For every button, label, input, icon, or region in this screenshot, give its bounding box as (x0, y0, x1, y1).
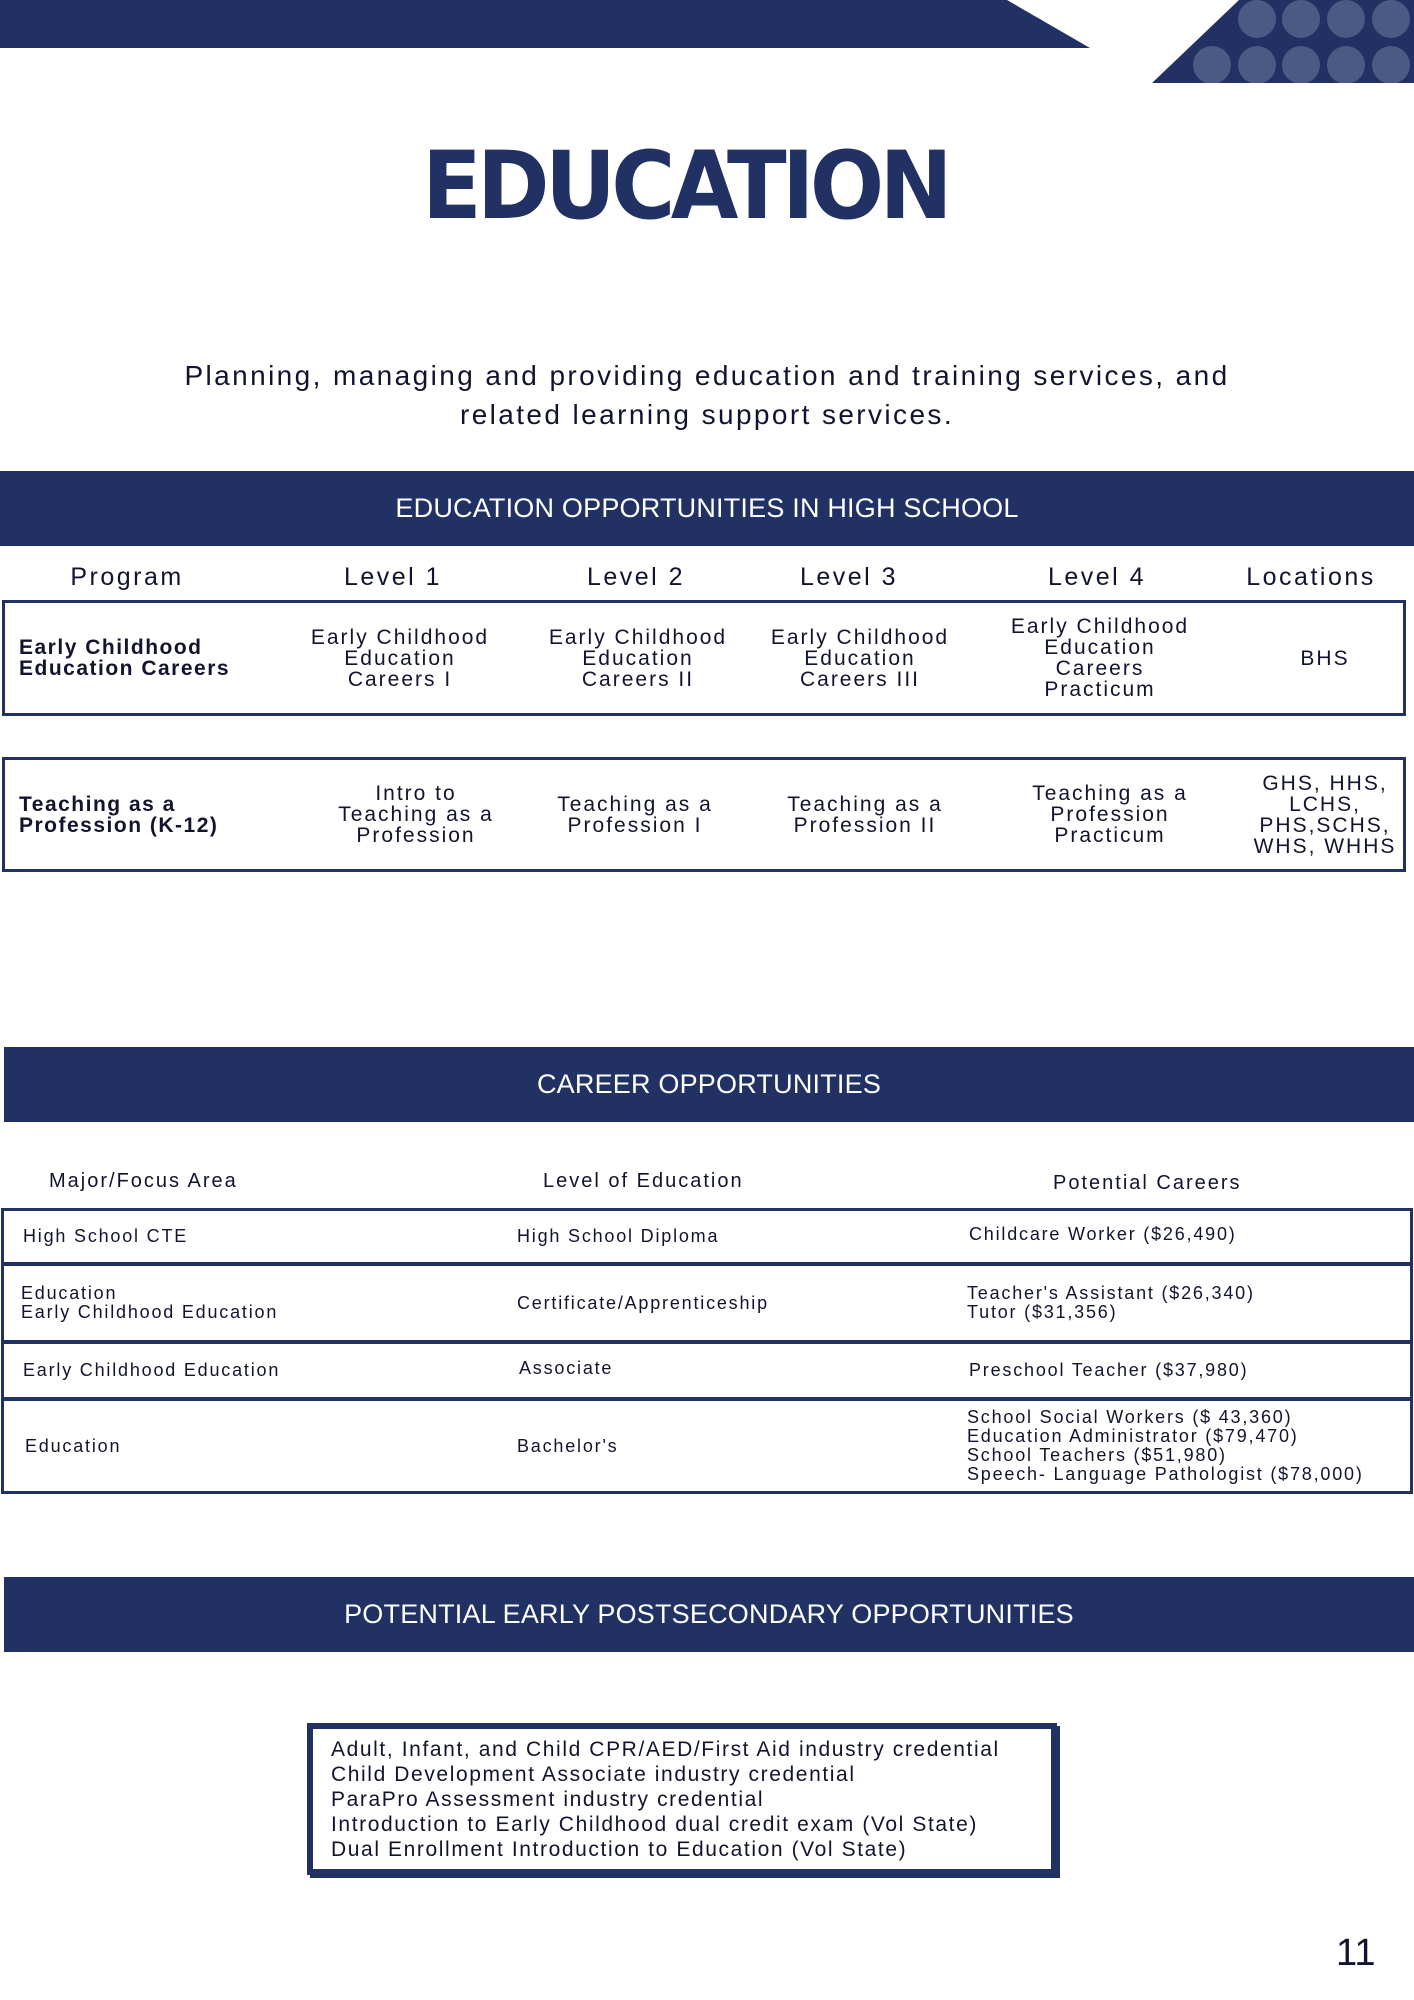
cell-line: Practicum (1054, 824, 1166, 847)
cell-line: Profession (K-12) (19, 813, 219, 837)
level-4-course (1005, 760, 1215, 869)
cell-line: Education Careers (19, 657, 231, 680)
program-name (19, 603, 279, 713)
cell-line: Preschool Teacher ($37,980) (969, 1360, 1249, 1380)
postsecondary-item: ParaPro Assessment industry credential (331, 1788, 765, 1811)
cell-line: Education (21, 1283, 118, 1303)
cell-line: High School CTE (23, 1226, 189, 1246)
postsecondary-item: Introduction to Early Childhood dual credit exam (Vol State) (331, 1813, 978, 1836)
major-cell (23, 1211, 188, 1262)
cell-line: Certificate/Apprenticeship (517, 1292, 769, 1313)
level-2-course (530, 760, 740, 869)
cell-line: Education (1044, 636, 1156, 659)
cell-line: Teaching as a (19, 792, 176, 816)
level-cell (519, 1340, 613, 1397)
column-header-level-4: Level 4 (1047, 563, 1147, 591)
cell-line: Early Childhood Education (21, 1302, 279, 1322)
cell-line: PHS,SCHS, (1259, 813, 1391, 837)
page-title: EDUCATION (421, 132, 949, 241)
cell-line: Early Childhood (1010, 615, 1190, 638)
major-cell (21, 1266, 278, 1340)
program-row (2, 757, 1406, 872)
cell-line: Early Childhood (548, 625, 728, 649)
cell-line: Careers I (347, 667, 453, 691)
level-3-course (760, 760, 970, 869)
cell-line: Education (582, 646, 694, 670)
cell-line: Bachelor's (517, 1435, 619, 1456)
cell-line: Childcare Worker ($26,490) (969, 1224, 1237, 1244)
level-cell (517, 1211, 719, 1262)
column-header-level: Level of Education (543, 1170, 744, 1192)
program-name (19, 760, 279, 869)
cell-line: Early Childhood (770, 625, 950, 649)
postsecondary-item: Child Development Associate industry credential (331, 1763, 856, 1786)
column-header-level-3: Level 3 (799, 563, 899, 591)
level-1-course (295, 603, 505, 713)
career-row (4, 1211, 1410, 1266)
cell-line: Profession (356, 824, 476, 847)
level-4-course (995, 603, 1205, 713)
careers-cell (969, 1207, 1237, 1262)
cell-line: School Teachers ($51,980) (967, 1445, 1227, 1465)
page-number: 11 (1336, 1932, 1376, 1974)
cell-line: LCHS, (1289, 792, 1361, 816)
cell-line: BHS (1300, 646, 1350, 670)
subtitle-line: Planning, managing and providing education and training services, and (184, 360, 1230, 391)
cell-line: Profession (1050, 803, 1170, 826)
header-decor-dots (1152, 0, 1414, 83)
level-cell (517, 1401, 618, 1491)
major-cell (25, 1401, 121, 1491)
cell-line: Tutor ($31,356) (967, 1302, 1118, 1322)
cell-line: Early Childhood Education (23, 1360, 281, 1380)
level-1-course (311, 760, 521, 869)
cell-line: Teaching as a (787, 792, 943, 816)
cell-line: Teaching as a (557, 792, 713, 816)
cell-line: Early Childhood (19, 636, 203, 659)
cell-line: Education (25, 1435, 122, 1456)
cell-line: Teaching as a (338, 803, 494, 826)
cell-line: Teacher's Assistant ($26,340) (967, 1283, 1255, 1303)
cell-line: Careers (1055, 657, 1145, 680)
level-2-course (533, 603, 743, 713)
cell-line: Education Administrator ($79,470) (967, 1426, 1299, 1446)
postsecondary-list (307, 1723, 1057, 1875)
column-header-level-2: Level 2 (586, 563, 686, 591)
cell-line: Practicum (1044, 678, 1156, 701)
career-row (4, 1266, 1410, 1344)
column-header-locations: Locations (1246, 563, 1376, 591)
cell-line: Early Childhood (310, 625, 490, 649)
careers-cell (969, 1344, 1248, 1397)
page-subtitle (120, 356, 1294, 434)
career-table (1, 1208, 1413, 1494)
cell-line: School Social Workers ($ 43,360) (967, 1407, 1293, 1427)
cell-line: WHS, WHHS (1253, 834, 1397, 858)
locations (1230, 760, 1414, 869)
section-banner-postsecondary: POTENTIAL EARLY POSTSECONDARY OPPORTUNITIES (4, 1577, 1414, 1652)
column-header-level-1: Level 1 (343, 563, 443, 591)
cell-line: Profession I (567, 813, 703, 837)
career-row (4, 1344, 1410, 1401)
header-decor-bar (0, 0, 1090, 48)
program-row (2, 600, 1406, 716)
column-header-major: Major/Focus Area (49, 1170, 238, 1192)
section-banner-high-school: EDUCATION OPPORTUNITIES IN HIGH SCHOOL (0, 471, 1414, 546)
cell-line: Profession II (793, 813, 937, 837)
subtitle-line: related learning support services. (459, 399, 955, 430)
postsecondary-item: Adult, Infant, and Child CPR/AED/First Aid industry credential (331, 1738, 1000, 1761)
cell-line: Careers II (581, 667, 695, 691)
cell-line: Education (804, 646, 916, 670)
cell-line: GHS, HHS, (1262, 771, 1388, 795)
cell-line: High School Diploma (517, 1226, 720, 1246)
level-3-course (755, 603, 965, 713)
locations (1230, 603, 1414, 713)
careers-cell (967, 1401, 1364, 1491)
cell-line: Intro to (375, 782, 457, 805)
section-banner-careers: CAREER OPPORTUNITIES (4, 1047, 1414, 1122)
postsecondary-item: Dual Enrollment Introduction to Education (Vol State) (331, 1838, 908, 1861)
column-header-program: Program (70, 563, 184, 591)
careers-cell (967, 1266, 1255, 1340)
cell-line: Careers III (799, 667, 920, 691)
cell-line: Associate (519, 1358, 614, 1378)
level-cell (517, 1266, 769, 1340)
major-cell (23, 1344, 280, 1397)
career-row (4, 1401, 1410, 1491)
column-header-careers: Potential Careers (1053, 1172, 1242, 1194)
cell-line: Education (344, 646, 456, 670)
cell-line: Speech- Language Pathologist ($78,000) (967, 1464, 1364, 1484)
cell-line: Teaching as a (1032, 782, 1188, 805)
